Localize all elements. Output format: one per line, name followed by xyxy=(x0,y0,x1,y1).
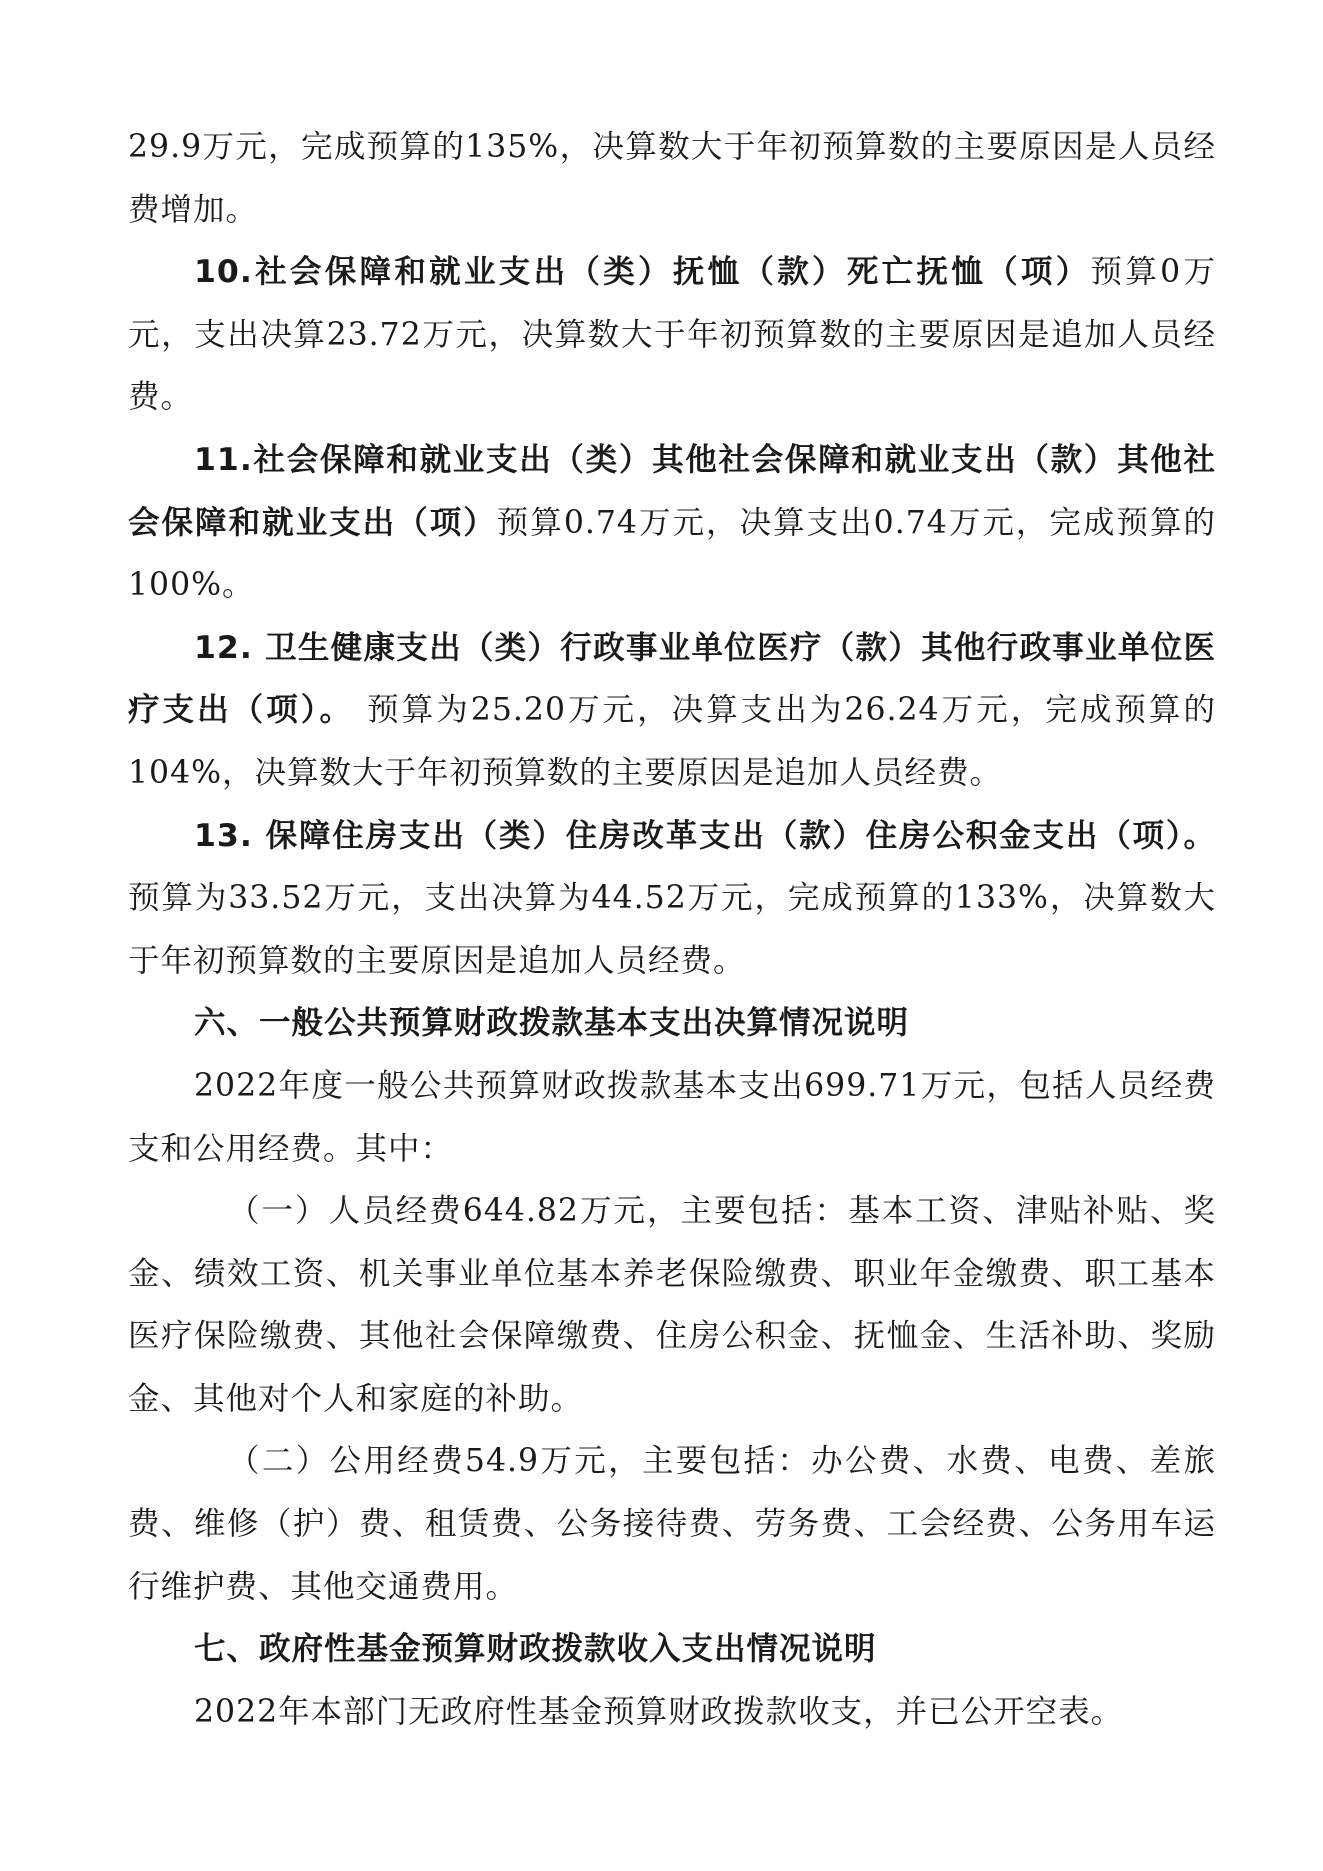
item-11-title: 11.社会保障和就业支出（类）其他社会保障和就业支出（款）其他社会保障和就业支出（项） xyxy=(128,441,1216,541)
section-heading-7: 七、政府性基金预算财政拨款收入支出情况说明 xyxy=(194,1631,877,1668)
item-10-title: 10.社会保障和就业支出（类）抚恤（款）死亡抚恤（项） xyxy=(194,254,1091,291)
item-10-text: 预算0万元，支出决算23.72万元，决算数大于年初预算数的主要原因是追加人员经费。 xyxy=(128,254,1216,416)
document-page xyxy=(128,116,1216,1743)
section-heading-6: 六、一般公共预算财政拨款基本支出决算情况说明 xyxy=(194,1005,910,1042)
paragraph-item-12 xyxy=(128,617,1216,805)
item-12-title: 12. 卫生健康支出（类）行政事业单位医疗（款）其他行政事业单位医疗支出（项）。 xyxy=(128,629,1216,729)
paragraph-item-13 xyxy=(128,805,1216,993)
paragraph-item-11 xyxy=(128,429,1216,617)
paragraph-personnel-expenses: （一）人员经费644.82万元，主要包括：基本工资、津贴补贴、奖金、绩效工资、机关事业单位基本养老保险缴费、职业年金缴费、职工基本医疗保险缴费、其他社会保障缴费、住房公积金、抚恤金、生活补助、奖励金、其他对个人和家庭的补助。 xyxy=(128,1193,1216,1417)
item-11-text: 预算0.74万元，决算支出0.74万元，完成预算的100%。 xyxy=(128,504,1216,604)
item-12-text: 预算为25.20万元，决算支出为26.24万元，完成预算的104%，决算数大于年初预算数的主要原因是追加人员经费。 xyxy=(128,692,1216,791)
paragraph-government-fund: 2022年本部门无政府性基金预算财政拨款收支，并已公开空表。 xyxy=(194,1693,1124,1730)
paragraph-item-10 xyxy=(128,241,1216,429)
paragraph-basic-expenditure: 2022年度一般公共预算财政拨款基本支出699.71万元，包括人员经费支和公用经费。其中： xyxy=(128,1067,1216,1167)
item-13-text: 预算为33.52万元，支出决算为44.52万元，完成预算的133%，决算数大于年初预算数的主要原因是追加人员经费。 xyxy=(128,880,1216,979)
paragraph-continuation: 29.9万元，完成预算的135%，决算数大于年初预算数的主要原因是人员经费增加。 xyxy=(128,129,1216,228)
item-13-title: 13. 保障住房支出（类）住房改革支出（款）住房公积金支出（项）。 xyxy=(194,817,1216,854)
paragraph-public-expenses: （二）公用经费54.9万元，主要包括：办公费、水费、电费、差旅费、维修（护）费、租赁费、公务接待费、劳务费、工会经费、公务用车运行维护费、其他交通费用。 xyxy=(128,1443,1216,1605)
